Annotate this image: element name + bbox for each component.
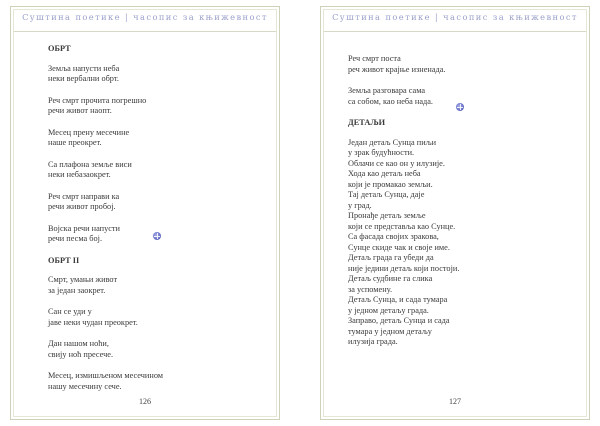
poem-line: реч живот крајње изненада. [348, 64, 446, 74]
right-page [310, 0, 600, 426]
poem-line: наше преокрет. [48, 138, 102, 147]
poem-line: Са фасада својих зракова, [348, 232, 439, 241]
poem-line: Реч смрт направи ка [48, 191, 120, 201]
stanza [348, 54, 582, 75]
poem-line: Земља разговара сама [348, 86, 426, 95]
poem-line: Са плафона земље виси [48, 159, 132, 169]
poem-line: Пронађе детаљ земље [348, 211, 426, 220]
annotation-marker-icon[interactable] [153, 232, 161, 240]
poem-line: Један детаљ Сунца пиљи [348, 137, 437, 147]
poem-line: Смрт, умањи живот [48, 275, 118, 284]
stanza-gap [48, 117, 272, 128]
poem-line: речи живот наопт. [48, 106, 112, 115]
poem-line: Сунце скиде чак и своје име. [348, 242, 450, 252]
poem-line: за успомену. [348, 284, 393, 294]
poem-line: илузија града. [348, 337, 398, 346]
stanza [48, 160, 272, 181]
poem-line: Заправо, детаљ Сунца и сада [348, 316, 450, 325]
stanza-gap [348, 75, 582, 86]
poem-line: у град. [348, 200, 372, 210]
poem-line: неки небазаокрет. [48, 170, 111, 179]
running-header: Суштина поетике | часопис за књижевност [22, 12, 268, 22]
poem-line: за један заокрет. [48, 285, 106, 295]
poem-line: Месец, измишљеном месечином [48, 371, 164, 380]
header-rule [324, 31, 586, 32]
poem-line: Месец прену месечине [48, 127, 130, 137]
poem-line: са собом, као неба нада. [348, 96, 433, 106]
poem-line: Детаљ судбине га слика [348, 274, 433, 283]
stanza [48, 64, 272, 85]
left-page [0, 0, 290, 426]
poem-line: Хода као детаљ неба [348, 169, 421, 178]
running-header: Суштина поетике | часопис за књижевност [332, 12, 578, 22]
stanza-gap [48, 296, 272, 307]
poem-line: Облачи се као он у илузије. [348, 158, 445, 168]
stanza-gap [48, 245, 272, 256]
stanza [48, 128, 272, 149]
poem-line: тумара у једном детаљу [348, 326, 432, 336]
poem-line: у зрак будућности. [348, 148, 415, 157]
poem-title: ОБРТ II [48, 255, 80, 265]
poem-line: свију ноћ пресече. [48, 349, 114, 359]
poem-line: неки вербални обрт. [48, 74, 119, 83]
stanza-gap [348, 107, 582, 118]
poem-line: Војска речи напусти [48, 223, 120, 233]
poem-line: није једини детаљ који постоји. [348, 263, 460, 273]
poem-line: Сан се уди у [48, 307, 92, 316]
header-rule [14, 31, 276, 32]
stanza-gap [48, 213, 272, 224]
poem-line: који је промакао земљи. [348, 179, 433, 189]
stanza [48, 275, 272, 296]
poem-line: који се представља као Сунце. [348, 221, 456, 231]
page-number: 126 [139, 397, 151, 406]
stanza-gap [48, 328, 272, 339]
poem-line: јаве неки чудан преокрет. [48, 317, 138, 327]
poem-title: ДЕТАЉИ [348, 118, 386, 127]
stanza [48, 307, 272, 328]
stanza [348, 86, 582, 107]
poem-line: Детаљ Сунца, и сада тумара [348, 295, 448, 304]
annotation-marker-icon[interactable] [456, 103, 464, 111]
poem-line: Реч смрт поста [348, 54, 401, 63]
poem-title: ОБРТ [48, 44, 71, 53]
poem-line: Детаљ града га убеди да [348, 253, 434, 262]
stanza-gap [48, 85, 272, 96]
poem-line: речи живот пробој. [48, 202, 116, 211]
page-body [348, 54, 582, 348]
poem-line: Земља напусти неба [48, 63, 120, 73]
stanza-gap [48, 181, 272, 192]
page-number: 127 [449, 397, 461, 406]
poem-line: речи песма бој. [48, 234, 103, 243]
stanza [48, 371, 272, 392]
stanza-gap [48, 149, 272, 160]
poem-line: у једном детаљу града. [348, 305, 429, 315]
poem-line: Реч смрт прочита погрешно [48, 95, 147, 105]
page-body [48, 44, 272, 392]
poem-line: Дан нашом ноћи, [48, 339, 109, 348]
poem-line: Тај детаљ Сунца, даје [348, 190, 425, 199]
stanza [48, 192, 272, 213]
poem-line: нашу месечину сече. [48, 381, 122, 391]
stanza [48, 96, 272, 117]
stanza-gap [48, 360, 272, 371]
stanza [348, 138, 582, 348]
stanza [48, 339, 272, 360]
